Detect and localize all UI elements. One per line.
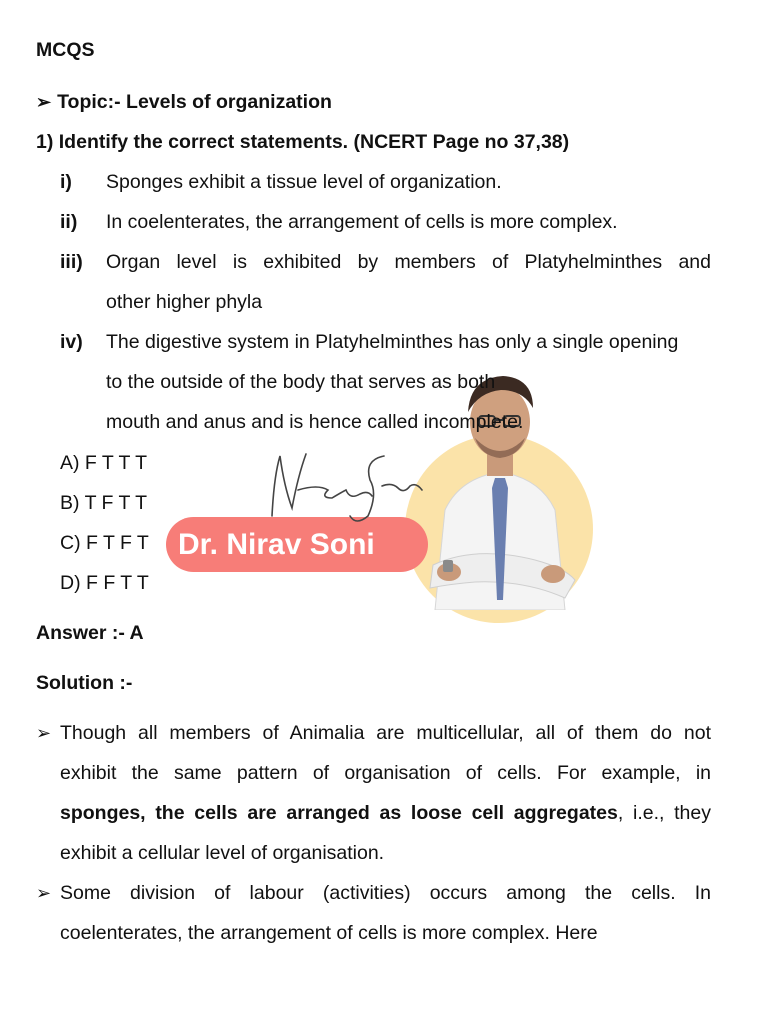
arrow-bullet-icon: ➢ [36,883,52,903]
topic-text: Topic:- Levels of organization [57,91,332,113]
option-c: C) F T F T [60,532,149,554]
statement-text: The digestive system in Platyhelminthes has only a single opening [106,331,679,353]
statement-label: iv) [60,331,83,353]
watermark-signature-graphic [258,446,438,536]
statement-text: Organ level is exhibited by members of Platyhelminthes and [106,251,711,273]
option-a: A) F T T T [60,452,148,474]
page-heading: MCQS [36,39,95,61]
solution-line [60,801,711,825]
topic-line [36,90,332,114]
option-b: B) T F T T [60,492,148,514]
statement-text: to the outside of the body that serves as both [106,371,496,393]
question-number: 1) [36,131,54,153]
watermark-name: Dr. Nirav Soni [178,528,375,561]
solution-text: , i.e., they [617,802,711,824]
answer-line: Answer :- A [36,622,144,644]
question-text: Identify the correct statements. (NCERT Page no 37,38) [58,131,570,153]
solution-line: exhibit a cellular level of organisation. [60,842,385,864]
solution-line: Some division of labour (activities) occurs among the cells. In [60,882,711,904]
solution-emphasis: sponges, the cells are arranged as loose cell aggregates [60,802,618,824]
statement-text: other higher phyla [106,291,263,313]
solution-line: exhibit the same pattern of organisation of cells. For example, in [60,762,711,784]
question-heading [36,130,569,154]
statement-text: In coelenterates, the arrangement of cells is more complex. [106,211,618,233]
solution-line: coelenterates, the arrangement of cells is more complex. Here [60,922,598,944]
arrow-bullet-icon: ➢ [36,92,52,112]
statement-label: ii) [60,211,78,233]
statement-label: i) [60,171,72,193]
solution-line: Though all members of Animalia are multicellular, all of them do not [60,722,711,744]
solution-label: Solution :- [36,672,133,694]
statement-label: iii) [60,251,83,273]
option-d: D) F F T T [60,572,149,594]
arrow-bullet-icon: ➢ [36,723,52,743]
statement-text: mouth and anus and is hence called incomplete. [106,411,524,433]
watermark-person-illustration [415,360,585,610]
statement-text: Sponges exhibit a tissue level of organization. [106,171,502,193]
